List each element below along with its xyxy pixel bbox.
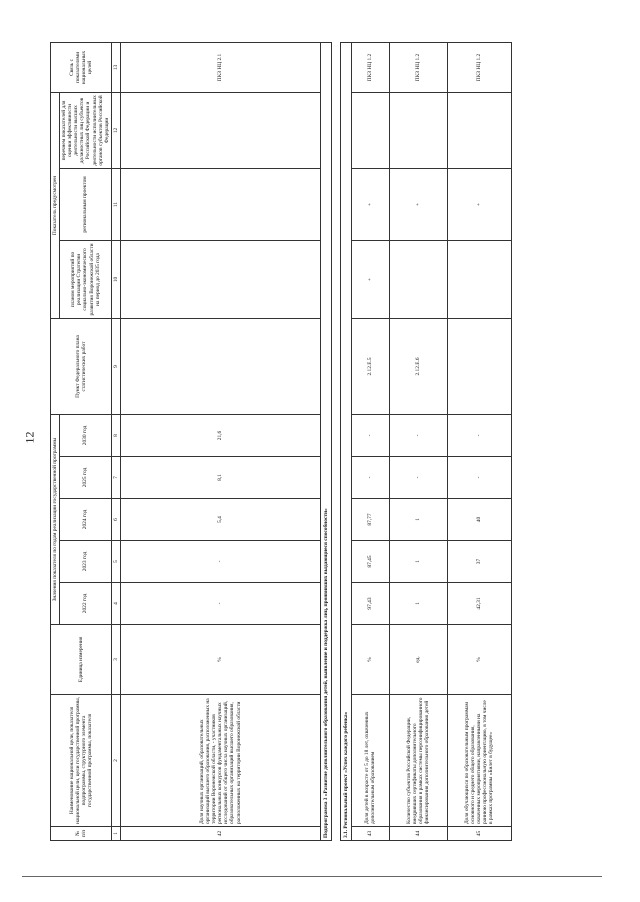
- cell-2022: 97,43: [351, 583, 389, 625]
- cell-no: 44: [389, 827, 447, 841]
- header-year-2023: 2023 год: [60, 541, 112, 583]
- cell-eval-list: [120, 92, 320, 168]
- cell-unit: ед.: [389, 625, 447, 695]
- cell-2023: 87,45: [351, 541, 389, 583]
- table-row: [351, 42, 389, 840]
- cell-2024: 5,4: [120, 499, 320, 541]
- header-no: № п/п: [51, 827, 112, 841]
- col-index: 10: [111, 240, 120, 318]
- header-eval-list: перечнем показателей для оценки эффективности деятельности высших должностных лиц субъектов Российской Федерации и деятельности исполнительных органов субъектов Российской Федерации: [60, 92, 112, 168]
- cell-eval-list: [447, 92, 511, 168]
- header-regional-projects: региональным проектом: [60, 168, 112, 240]
- cell-no: 42: [120, 827, 320, 841]
- cell-regional-project: +: [389, 168, 447, 240]
- table-row: [389, 42, 447, 840]
- cell-2030: 21,6: [120, 414, 320, 456]
- cell-link: ПКЗ НЦ 1.2: [351, 42, 389, 92]
- cell-2022: 42,31: [447, 583, 511, 625]
- col-index: 9: [111, 318, 120, 414]
- cell-2023: -: [120, 541, 320, 583]
- header-fed-plan: Пункт Федерального плана статистических работ: [51, 318, 112, 414]
- cell-2025: 8,1: [120, 457, 320, 499]
- cell-2025: -: [351, 457, 389, 499]
- cell-plan-strategy: [120, 240, 320, 318]
- spacer-row: [331, 42, 340, 840]
- table-body-bottom: [351, 42, 511, 840]
- col-index: 6: [111, 499, 120, 541]
- cell-eval-list: [351, 92, 389, 168]
- header-row-1: [51, 42, 60, 840]
- col-index: 2: [111, 695, 120, 827]
- cell-2030: -: [351, 414, 389, 456]
- column-index-row: [111, 42, 120, 840]
- col-index: 11: [111, 168, 120, 240]
- col-index: 13: [111, 42, 120, 92]
- cell-2024: 1: [389, 499, 447, 541]
- cell-plan-strategy: [389, 240, 447, 318]
- cell-regional-project: +: [447, 168, 511, 240]
- subprogram-title: Подпрограмма 3 «Развитие дополнительного образования детей, выявление и поддержка лиц, проявивших выдающиеся способности»: [320, 42, 331, 840]
- header-producer-group: Показатель предусмотрен: [51, 92, 60, 318]
- cell-unit: %: [120, 625, 320, 695]
- cell-regional-project: [120, 168, 320, 240]
- header-year-2030: 2030 год: [60, 414, 112, 456]
- cell-name: Доля обучающихся по образовательным программам основного и среднего общего образования, охваченных мероприятиями, направленными на раннюю профессиональную ориентацию, в том числе в рамках программы «Билет в будущее»: [447, 695, 511, 827]
- header-name: Наименование национальной цели, показателя национальной цели, цели государственной программы, подпрограммы, структурного элемента государственной программы, показателя: [51, 695, 112, 827]
- cell-2022: 1: [389, 583, 447, 625]
- cell-no: 45: [447, 827, 511, 841]
- indicators-table: [50, 42, 512, 841]
- cell-no: 43: [351, 827, 389, 841]
- header-year-2024: 2024 год: [60, 499, 112, 541]
- cell-eval-list: [389, 92, 447, 168]
- project-title: 3.1. Региональный проект «Успех каждого ребенка»: [340, 42, 351, 840]
- cell-2023: 37: [447, 541, 511, 583]
- cell-2030: -: [447, 414, 511, 456]
- table-row: [447, 42, 511, 840]
- subprogram-row: [320, 42, 331, 840]
- cell-link: ПКЗ НЦ 1.2: [389, 42, 447, 92]
- cell-2025: -: [447, 457, 511, 499]
- header-link: Связь с показателями национальных целей: [51, 42, 112, 92]
- cell-link: ПКЗ НЦ 2.1: [120, 42, 320, 92]
- cell-name: Количество субъектов Российской Федерации, внедривших сертификаты дополнительного образования в рамках системы персонифицированного финансирования дополнительного образования детей: [389, 695, 447, 827]
- col-index: 5: [111, 541, 120, 583]
- col-index: 12: [111, 92, 120, 168]
- cell-2024: 40: [447, 499, 511, 541]
- header-values-group: Значения показателя по годам реализации государственной программы: [51, 414, 60, 624]
- cell-2030: -: [389, 414, 447, 456]
- col-index: 4: [111, 583, 120, 625]
- header-plan-strategy: планом мероприятий по реализации Стратегии социально-экономического развития Воронежской области на период до 2035 года: [60, 240, 112, 318]
- col-index: 7: [111, 457, 120, 499]
- rotated-table-sheet: [50, 43, 612, 841]
- project-row: [340, 42, 351, 840]
- header-year-2025: 2025 год: [60, 457, 112, 499]
- header-year-2022: 2022 год: [60, 583, 112, 625]
- cell-name: Доля детей в возрасте от 5 до 18 лет, охваченных дополнительным образованием: [351, 695, 389, 827]
- col-index: 1: [111, 827, 120, 841]
- cell-plan-strategy: +: [351, 240, 389, 318]
- cell-unit: %: [447, 625, 511, 695]
- cell-name: Доля научных организаций, образовательных организаций высшего образования, расположенных на территории Воронежской области, - участников региональных конкурсов фундаментальных научных исследований от общего числа научных организаций, образовательных организаций высшего образования, расположенных на территории Воронежской области: [120, 695, 320, 827]
- table-row: [120, 42, 320, 840]
- cell-2022: -: [120, 583, 320, 625]
- cell-fed-plan: 2.12.Е.5: [351, 318, 389, 414]
- cell-regional-project: +: [351, 168, 389, 240]
- cell-unit: %: [351, 625, 389, 695]
- cell-plan-strategy: [447, 240, 511, 318]
- table-body-top: [120, 42, 320, 840]
- cell-2024: 87,77: [351, 499, 389, 541]
- cell-fed-plan: [120, 318, 320, 414]
- cell-2025: -: [389, 457, 447, 499]
- page-number: 12: [22, 431, 37, 444]
- cell-link: ПКЗ НЦ 1.2: [447, 42, 511, 92]
- cell-fed-plan: [447, 318, 511, 414]
- col-index: 8: [111, 414, 120, 456]
- header-unit: Единица измерения: [51, 625, 112, 695]
- bottom-rule: [22, 876, 602, 877]
- cell-2023: 1: [389, 541, 447, 583]
- col-index: 3: [111, 625, 120, 695]
- cell-fed-plan: 2.12.Е.6: [389, 318, 447, 414]
